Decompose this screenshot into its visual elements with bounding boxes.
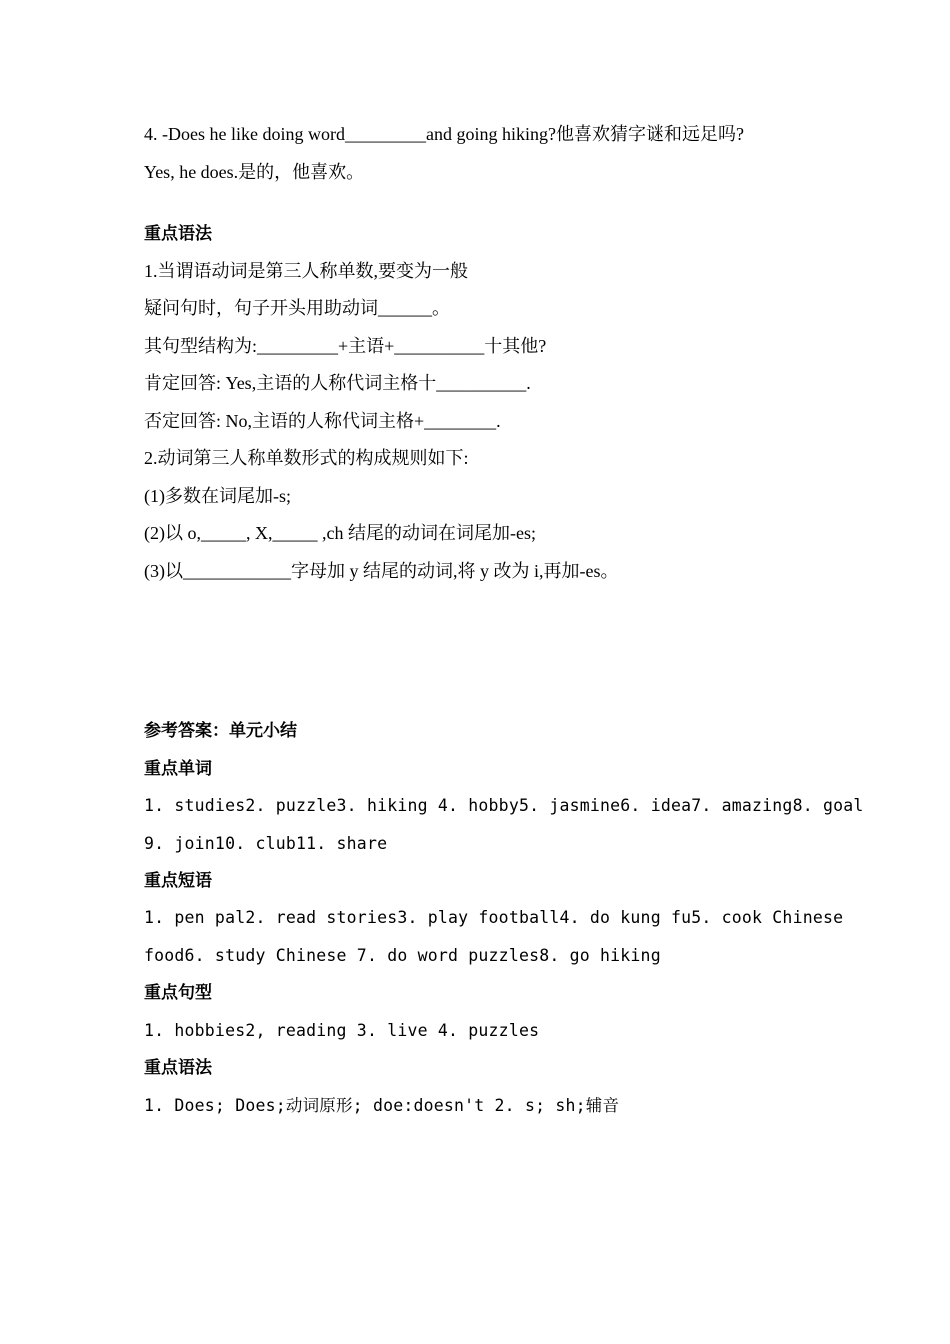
- words-answer-line: 1. studies2. puzzle3. hiking 4. hobby5. jasmine6. idea7. amazing8. goal: [144, 796, 864, 815]
- sentences-answer-line: 1. hobbies2, reading 3. live 4. puzzles: [144, 1021, 540, 1040]
- grammar-line: 2.动词第三人称单数形式的构成规则如下:: [144, 448, 469, 468]
- sentences-heading: 重点句型: [144, 983, 212, 1003]
- grammar-line: (3)以____________字母加 y 结尾的动词,将 y 改为 i,再加-es。: [144, 561, 619, 581]
- grammar-line: 1.当谓语动词是第三人称单数,要变为一般: [144, 261, 468, 281]
- phrases-answer-line: 1. pen pal2. read stories3. play football4. do kung fu5. cook Chinese: [144, 908, 844, 927]
- grammar-line: 肯定回答: Yes,主语的人称代词主格十__________.: [144, 373, 531, 393]
- answers-title: 参考答案：单元小结: [144, 721, 297, 741]
- grammar-line: (2)以 o,_____, X,_____ ,ch 结尾的动词在词尾加-es;: [144, 523, 536, 543]
- phrases-heading: 重点短语: [144, 871, 212, 891]
- words-answer-line: 9. join10. club11. share: [144, 834, 388, 853]
- question-4-answer-line: Yes, he does.是的，他喜欢。: [144, 162, 365, 182]
- grammar-line: 疑问句时，句子开头用助动词______。: [144, 298, 450, 318]
- grammar-line: 否定回答: No,主语的人称代词主格+________.: [144, 411, 501, 431]
- phrases-answer-line: food6. study Chinese 7. do word puzzles8. go hiking: [144, 946, 661, 965]
- grammar-answer-line: 1. Does; Does;动词原形; doe:doesn't 2. s; sh;辅音: [144, 1096, 620, 1115]
- words-heading: 重点单词: [144, 759, 212, 779]
- grammar-line: 其句型结构为:_________+主语+__________十其他?: [144, 336, 547, 356]
- grammar-heading: 重点语法: [144, 224, 212, 244]
- grammar-line: (1)多数在词尾加-s;: [144, 486, 291, 506]
- grammar-answers-heading: 重点语法: [144, 1058, 212, 1078]
- question-4-line: 4. -Does he like doing word_________and going hiking?他喜欢猜字谜和远足吗?: [144, 124, 744, 144]
